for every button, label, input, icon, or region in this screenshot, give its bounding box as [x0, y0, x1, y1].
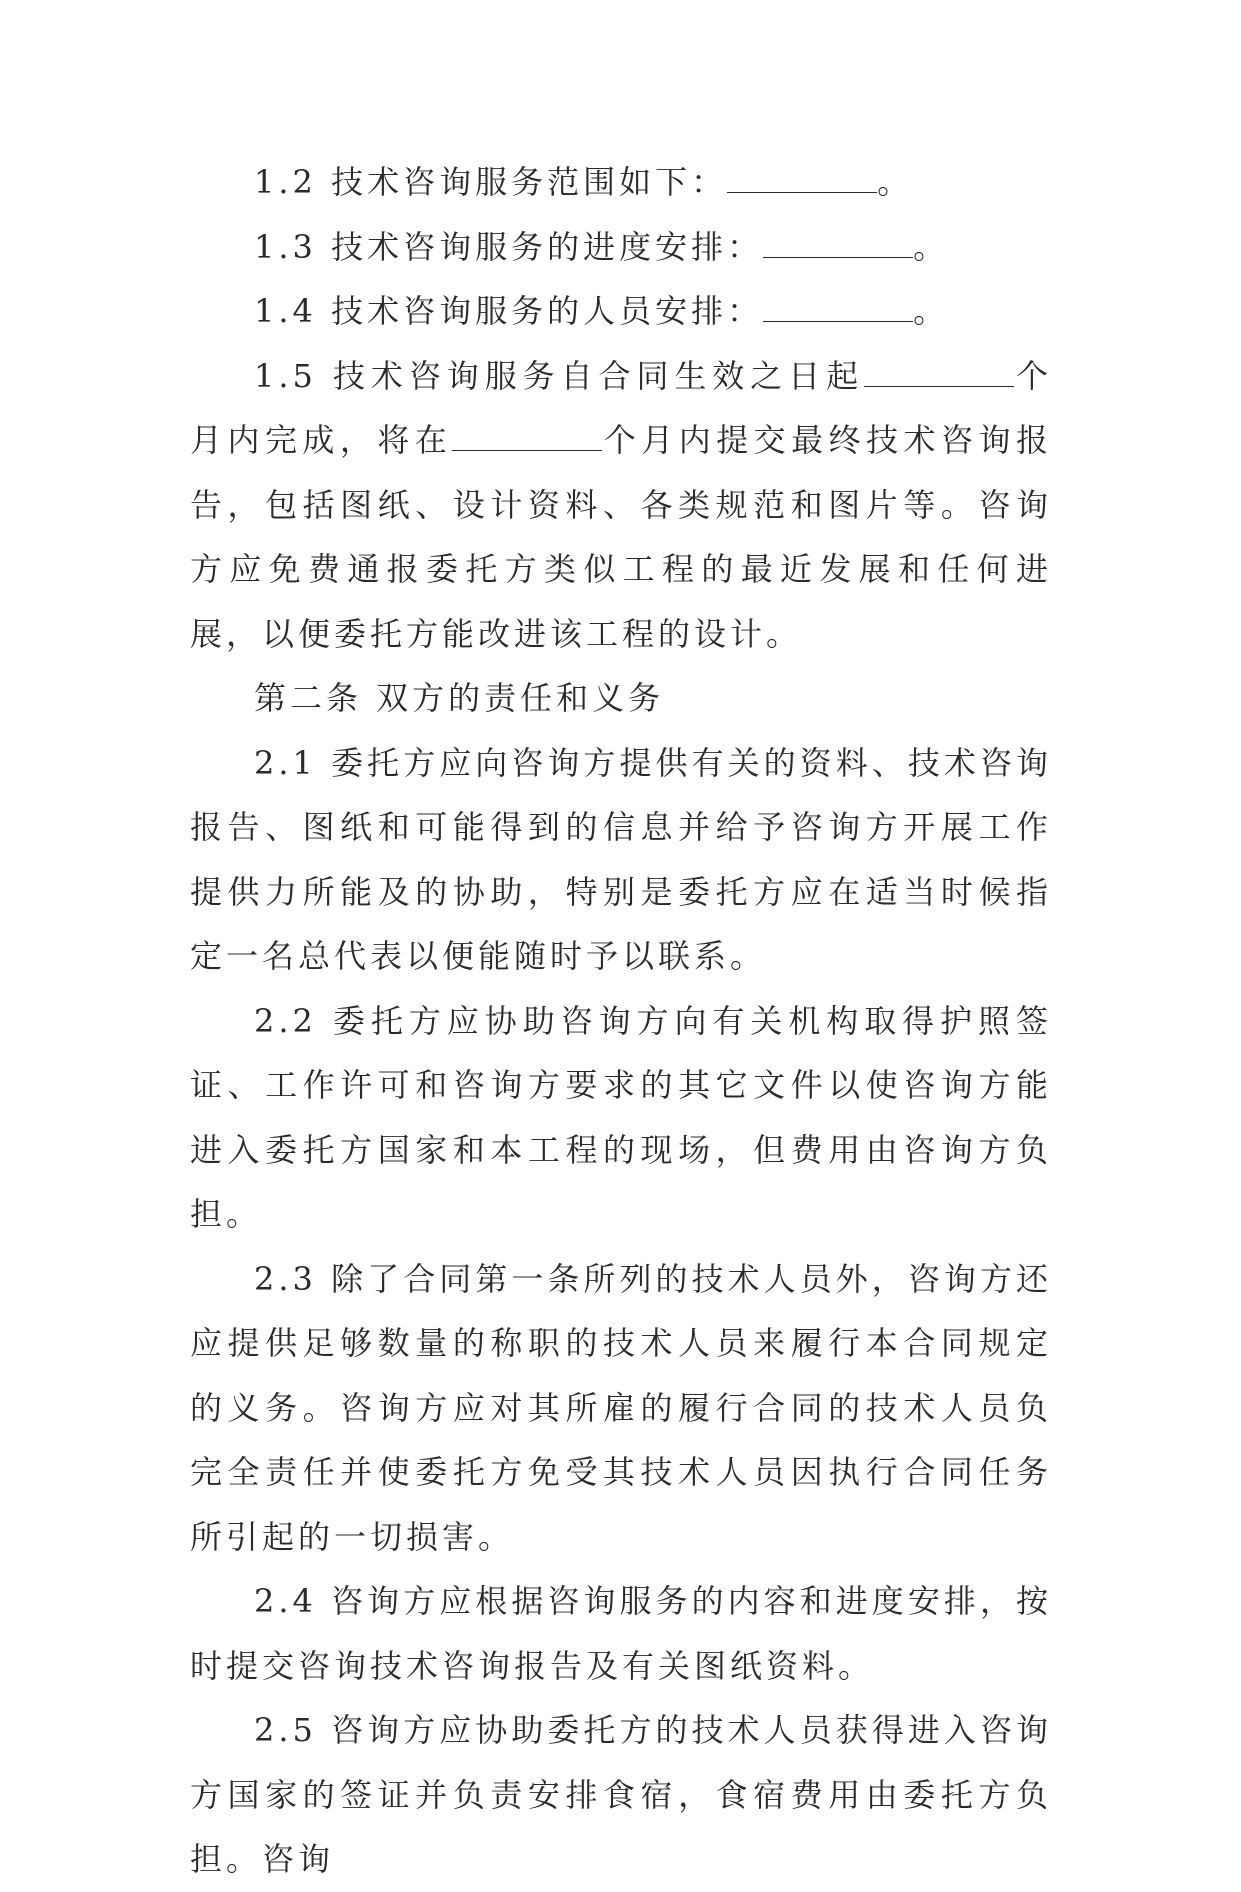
clause-2-2 — [190, 989, 1052, 1247]
clause-1-5-text-b: 个月内完成，将在 — [190, 356, 1052, 459]
clause-1-5-text-c: 个月内提交最终技术咨询报告，包括图纸、设计资料、各类规范和图片等。咨询方应免费通报委托方类似工程的最近发展和任何进展，以便委托方能改进该工程的设计。 — [190, 421, 1052, 653]
clause-1-5 — [190, 344, 1052, 667]
article-2-heading — [190, 666, 1052, 731]
clause-2-5 — [190, 1698, 1052, 1892]
clause-2-1 — [190, 731, 1052, 989]
document-body — [190, 150, 1052, 1892]
fill-in-blank — [763, 235, 913, 258]
clause-1-3 — [190, 215, 1052, 280]
clause-1-2 — [190, 150, 1052, 215]
clause-2-3 — [190, 1247, 1052, 1570]
clause-2-4-text: 2.4 咨询方应根据咨询服务的内容和进度安排，按时提交咨询技术咨询报告及有关图纸资料。 — [190, 1582, 1052, 1685]
clause-1-2-end: 。 — [877, 163, 914, 201]
article-2-heading-text: 第二条 双方的责任和义务 — [254, 679, 665, 717]
clause-2-2-text: 2.2 委托方应协助咨询方向有关机构取得护照签证、工作许可和咨询方要求的其它文件以使咨询方能进入委托方国家和本工程的现场，但费用由咨询方负担。 — [190, 1001, 1052, 1233]
clause-2-4 — [190, 1569, 1052, 1698]
clause-1-3-end: 。 — [913, 227, 950, 266]
fill-in-blank — [864, 364, 1014, 387]
clause-1-4 — [190, 279, 1052, 344]
clause-1-4-text: 1.4 技术咨询服务的人员安排： — [254, 292, 764, 330]
clause-2-5-text: 2.5 咨询方应协助委托方的技术人员获得进入咨询方国家的签证并负责安排食宿，食宿费用由委托方负担。咨询 — [190, 1711, 1052, 1878]
clause-1-3-text: 1.3 技术咨询服务的进度安排： — [254, 227, 764, 266]
fill-in-blank — [452, 428, 602, 451]
clause-1-5-text-a: 1.5 技术咨询服务自合同生效之日起 — [254, 356, 865, 395]
clause-2-1-text: 2.1 委托方应向咨询方提供有关的资料、技术咨询报告、图纸和可能得到的信息并给予咨询方开展工作提供力所能及的协助，特别是委托方应在适当时候指定一名总代表以便能随时予以联系。 — [190, 743, 1052, 975]
clause-2-3-text: 2.3 除了合同第一条所列的技术人员外，咨询方还应提供足够数量的称职的技术人员来履行本合同规定的义务。咨询方应对其所雇的履行合同的技术人员负完全责任并使委托方免受其技术人员因执行合同任务所引起的一切损害。 — [190, 1259, 1052, 1556]
fill-in-blank — [763, 299, 913, 322]
clause-1-4-end: 。 — [913, 292, 950, 330]
clause-1-2-text: 1.2 技术咨询服务范围如下： — [254, 163, 728, 201]
fill-in-blank — [727, 170, 877, 193]
